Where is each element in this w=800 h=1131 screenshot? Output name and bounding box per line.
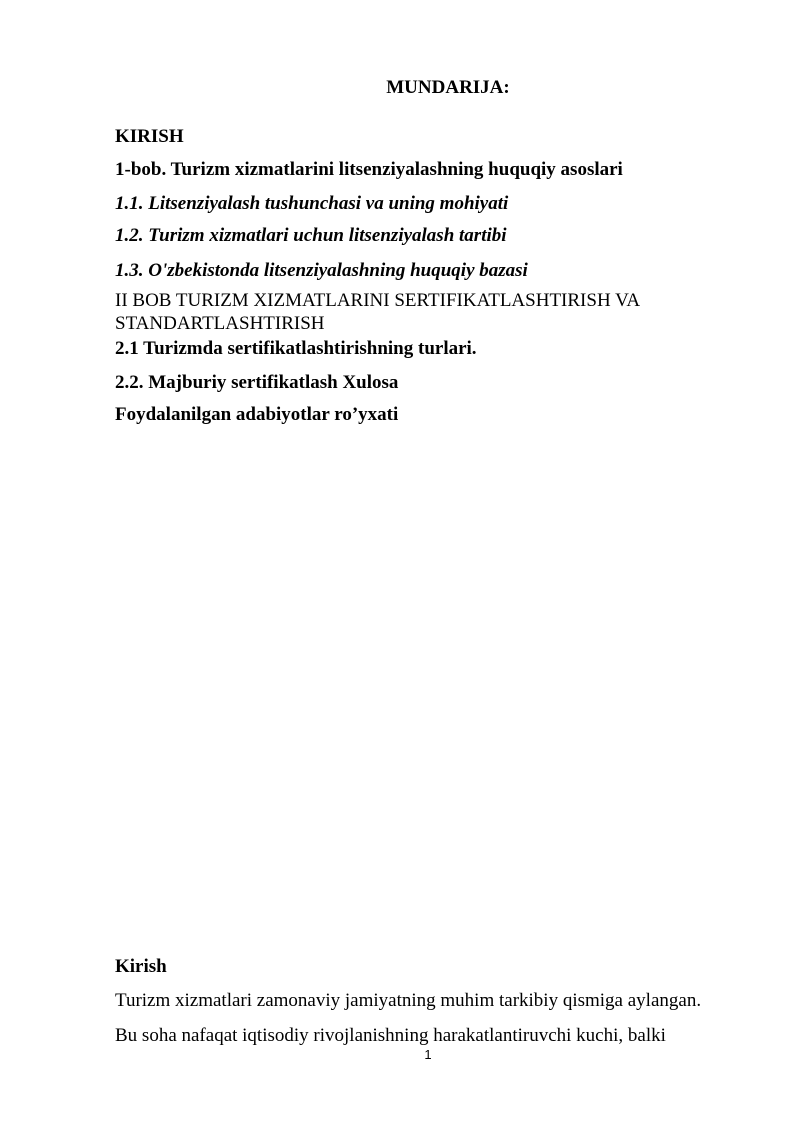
toc-item-chapter-2: II BOB TURIZM XIZMATLARINI SERTIFIKATLASHTIRISH VA STANDARTLASHTIRISH [115, 290, 640, 334]
intro-paragraph-line-2: Bu soha nafaqat iqtisodiy rivojlanishning harakatlantiruvchi kuchi, balki [115, 1025, 666, 1046]
toc-item-chapter-1: 1-bob. Turizm xizmatlarini litsenziyalashning huquqiy asoslari [115, 159, 623, 180]
toc-item-references: Foydalanilgan adabiyotlar ro’yxati [115, 404, 399, 425]
page-number: 1 [424, 1047, 432, 1062]
toc-item-section-1-3: 1.3. O'zbekistonda litsenziyalashning huquqiy bazasi [115, 260, 528, 281]
toc-title: MUNDARIJA: [386, 77, 510, 98]
intro-paragraph-line-1: Turizm xizmatlari zamonaviy jamiyatning muhim tarkibiy qismiga aylangan. [115, 990, 702, 1011]
toc-item-section-2-1: 2.1 Turizmda sertifikatlashtirishning turlari. [115, 338, 477, 359]
toc-item-section-1-1: 1.1. Litsenziyalash tushunchasi va uning mohiyati [115, 193, 509, 214]
toc-item-intro: KIRISH [115, 126, 184, 147]
toc-item-section-2-2: 2.2. Majburiy sertifikatlash Xulosa [115, 372, 399, 393]
toc-item-section-1-2: 1.2. Turizm xizmatlari uchun litsenziyalash tartibi [115, 225, 507, 246]
intro-heading: Kirish [115, 956, 167, 977]
